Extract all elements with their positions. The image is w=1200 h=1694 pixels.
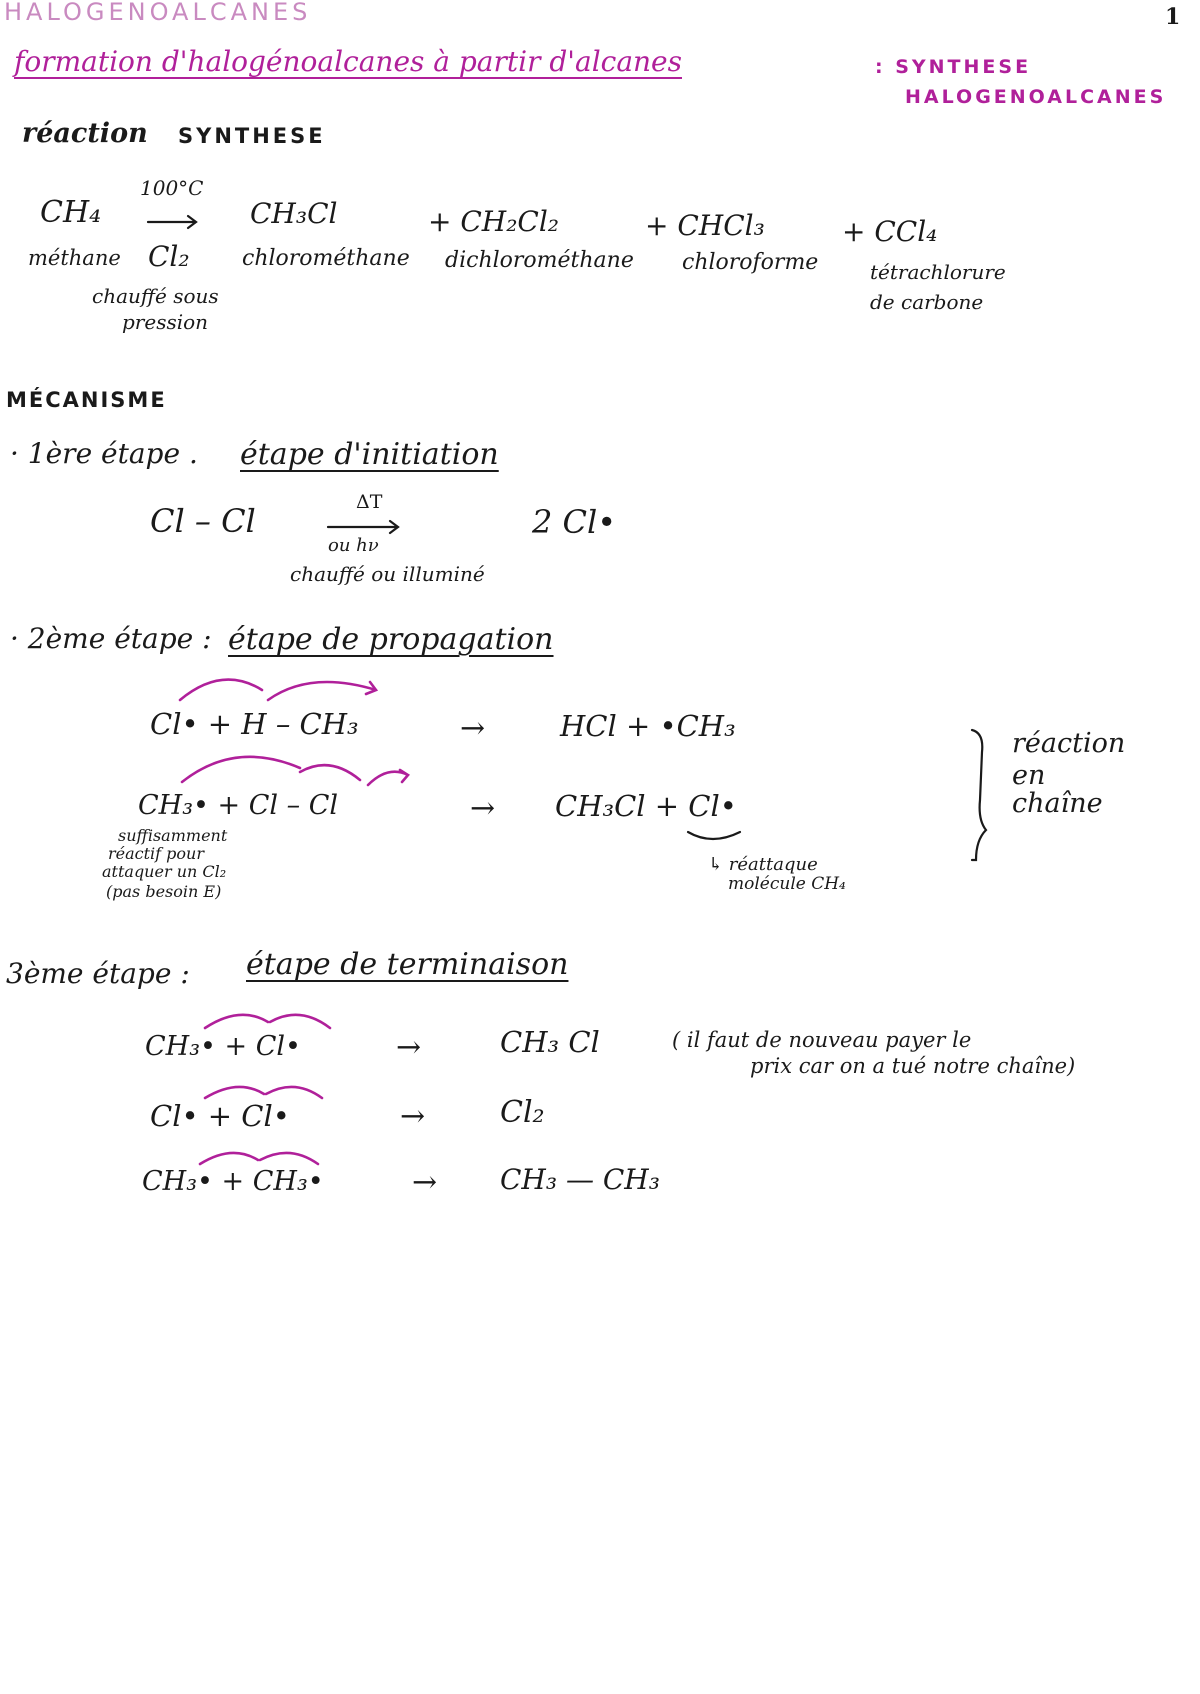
step2-note-left: (pas besoin E) xyxy=(106,882,222,901)
step2-eq2-right: CH₃Cl + Cl• xyxy=(555,789,737,823)
reaction-heading-print: SYNTHESE xyxy=(178,124,326,148)
electron-arrow xyxy=(300,765,360,780)
initiation-arrow xyxy=(328,521,398,533)
step1-above-arrow: ΔT xyxy=(356,491,383,513)
electron-arrow xyxy=(368,770,408,785)
chain-label: en xyxy=(1012,760,1046,791)
reaction-heading-word: réaction xyxy=(22,118,148,149)
product-formula: CH₃Cl xyxy=(250,197,338,230)
step2-note-left: suffisamment xyxy=(118,826,228,845)
chain-label: chaîne xyxy=(1012,788,1103,819)
electron-arrow xyxy=(260,1153,318,1164)
product-formula: + CCl₄ xyxy=(842,215,938,248)
reaction-arrow: → xyxy=(470,791,496,826)
step3-eq2-left: Cl• + Cl• xyxy=(150,1099,290,1133)
mechanism-heading: MÉCANISME xyxy=(6,388,167,412)
chain-label: réaction xyxy=(1012,728,1126,759)
electron-arrow xyxy=(205,1087,264,1098)
electron-arrow xyxy=(268,682,376,700)
step3-eq3-left: CH₃• + CH₃• xyxy=(142,1166,324,1197)
product-name: chloroforme xyxy=(682,250,819,275)
page-number: 1 xyxy=(1165,4,1181,30)
electron-arrow xyxy=(200,1153,258,1164)
radical-underline xyxy=(688,832,740,839)
step1-left: Cl – Cl xyxy=(150,502,256,540)
reaction-temperature: 100°C xyxy=(140,176,204,200)
step1-note: chauffé ou illuminé xyxy=(290,562,485,586)
product-name: chlorométhane xyxy=(242,246,410,271)
step2-eq2-left: CH₃• + Cl – Cl xyxy=(138,790,338,821)
step2-note-left: attaquer un Cl₂ xyxy=(102,862,227,881)
step3-eq1-right: CH₃ Cl xyxy=(500,1025,600,1059)
subtitle: formation d'halogénoalcanes à partir d'alcanes xyxy=(14,45,682,78)
reaction-arrow: → xyxy=(400,1099,426,1134)
step3-prefix: 3ème étape : xyxy=(6,957,190,990)
reactant-formula: CH₄ xyxy=(40,195,102,230)
step2-note-right: molécule CH₄ xyxy=(728,874,846,894)
step3-title: étape de terminaison xyxy=(246,947,569,982)
electron-arrow xyxy=(266,1087,322,1098)
step3-note: ( il faut de nouveau payer le xyxy=(672,1028,972,1052)
tag-halogenoalcanes: HALOGENOALCANES xyxy=(905,86,1167,108)
step2-prefix: · 2ème étape : xyxy=(10,622,212,655)
step2-note-right: ↳ réattaque xyxy=(708,854,818,875)
product-formula: + CH₂Cl₂ xyxy=(428,205,560,238)
reaction-conditions: chauffé sous xyxy=(92,284,219,308)
step2-title: étape de propagation xyxy=(228,622,554,657)
step1-right: 2 Cl• xyxy=(532,503,617,541)
step3-eq2-right: Cl₂ xyxy=(500,1095,545,1130)
product-formula: + CHCl₃ xyxy=(645,209,765,242)
electron-arrow xyxy=(205,1015,268,1028)
reaction-reagent: Cl₂ xyxy=(148,240,190,273)
product-name-2: de carbone xyxy=(870,290,984,314)
product-name: tétrachlorure xyxy=(870,260,1006,284)
synthesis-arrow xyxy=(148,216,196,228)
reaction-arrow: → xyxy=(396,1030,422,1065)
electron-arrow xyxy=(180,680,262,700)
reactant-name: méthane xyxy=(28,246,121,270)
chain-bracket xyxy=(972,730,986,860)
step2-eq1-right: HCl + •CH₃ xyxy=(560,709,736,743)
product-name: dichlorométhane xyxy=(445,248,634,273)
step2-eq1-left: Cl• + H – CH₃ xyxy=(150,707,359,741)
electron-arrow xyxy=(182,757,300,782)
page-title: HALOGENOALCANES xyxy=(4,0,312,26)
tag-synthese: : SYNTHESE xyxy=(875,56,1032,78)
reaction-conditions-2: pression xyxy=(122,310,209,334)
reaction-arrow: → xyxy=(412,1165,438,1200)
step1-below-arrow: ou hν xyxy=(328,535,379,556)
step3-eq3-right: CH₃ — CH₃ xyxy=(500,1163,660,1196)
reaction-arrow: → xyxy=(460,711,486,746)
step1-prefix: · 1ère étape . xyxy=(10,437,198,470)
step3-note-2: prix car on a tué notre chaîne) xyxy=(750,1054,1076,1078)
step2-note-left: réactif pour xyxy=(108,844,204,863)
electron-arrow xyxy=(270,1015,330,1028)
step1-title: étape d'initiation xyxy=(240,437,499,472)
step3-eq1-left: CH₃• + Cl• xyxy=(145,1031,301,1062)
